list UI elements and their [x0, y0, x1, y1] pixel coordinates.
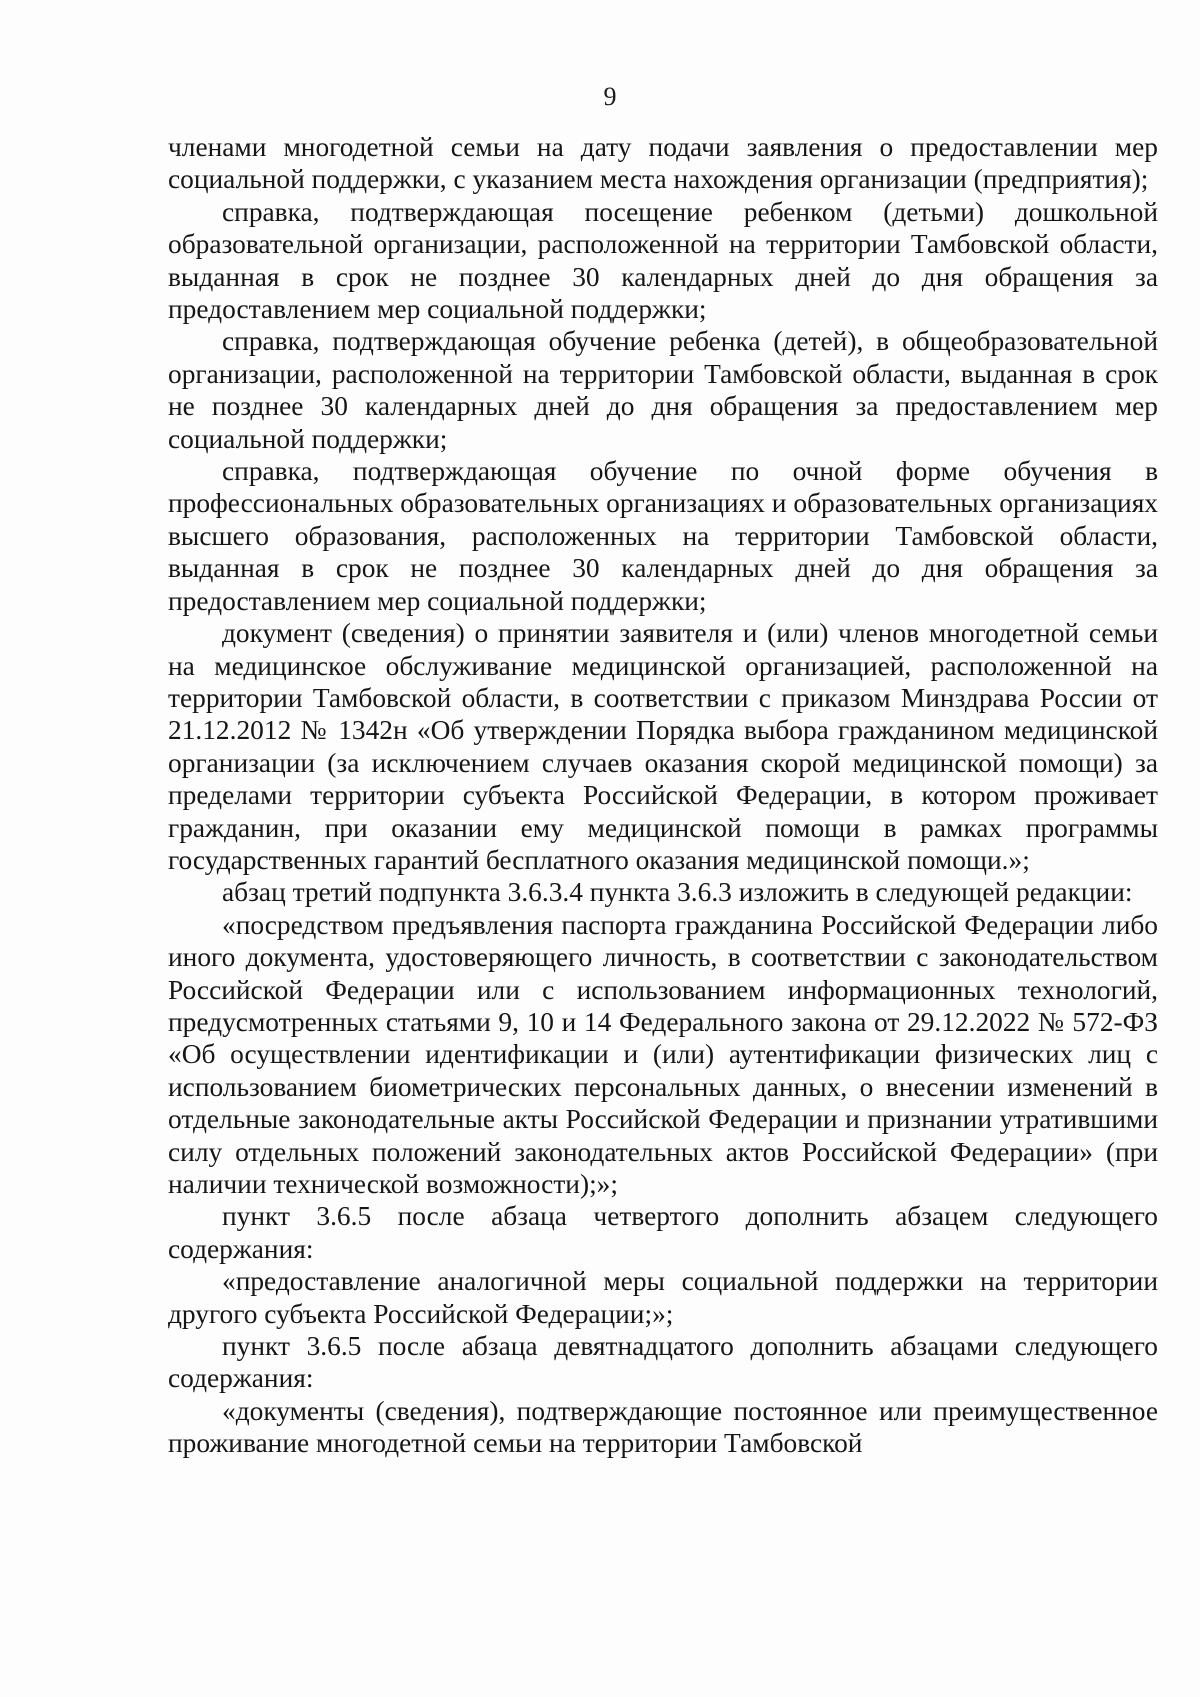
paragraph: «посредством предъявления паспорта гражданина Российской Федерации либо иного документа, удостоверяющего личность, в соответствии с законодательством Российской Федерации или с использованием информационных технологий, предусмотренных статьями 9, 10 и 14 Федерального закона от 29.12.2022 № 572-ФЗ «Об осуществлении идентификации и (или) аутентификации физических лиц с использованием биометрических персональных данных, о внесении изменений в отдельные законодательные акты Российской Федерации и признании утратившими силу отдельных положений законодательных актов Российской Федерации» (при наличии технической возможности);»;: [168, 909, 1158, 1199]
paragraph: пункт 3.6.5 после абзаца четвертого дополнить абзацем следующего содержания:: [168, 1201, 1158, 1264]
paragraph: пункт 3.6.5 после абзаца девятнадцатого дополнить абзацами следующего содержания:: [168, 1331, 1158, 1394]
paragraph: справка, подтверждающая посещение ребенком (детьми) дошкольной образовательной организации, расположенной на территории Тамбовской области, выданная в срок не позднее 30 календарных дней до дня обращения за предоставлением мер социальной поддержки;: [168, 196, 1158, 325]
paragraph: справка, подтверждающая обучение ребенка (детей), в общеобразовательной организации, расположенной на территории Тамбовской области, выданная в срок не позднее 30 календарных дней до дня обращения за предоставлением мер социальной поддержки;: [168, 326, 1158, 454]
paragraph: «предоставление аналогичной меры социальной поддержки на территории другого субъекта Российской Федерации;»;: [168, 1266, 1158, 1329]
paragraph: документ (сведения) о принятии заявителя и (или) членов многодетной семьи на медицинское обслуживание медицинской организацией, расположенной на территории Тамбовской области, в соответствии с приказом Минздрава России от 21.12.2012 № 1342н «Об утверждении Порядка выбора гражданином медицинской организации (за исключением случаев оказания скорой медицинской помощи) за пределами территории субъекта Российской Федерации, в котором проживает гражданин, при оказании ему медицинской помощи в рамках программы государственных гарантий бесплатного оказания медицинской помощи.»;: [168, 618, 1158, 875]
document-body: [168, 131, 1158, 1460]
page-number: 9: [603, 82, 617, 111]
paragraph: справка, подтверждающая обучение по очной форме обучения в профессиональных образовательных организациях и образовательных организациях высшего образования, расположенных на территории Тамбовской области, выданная в срок не позднее 30 календарных дней до дня обращения за предоставлением мер социальной поддержки;: [168, 456, 1158, 616]
paragraph: членами многодетной семьи на дату подачи заявления о предоставлении мер социальной поддержки, с указанием места нахождения организации (предприятия);: [168, 132, 1158, 195]
paragraph: абзац третий подпункта 3.6.3.4 пункта 3.6.3 изложить в следующей редакции:: [222, 877, 1133, 908]
paragraph: «документы (сведения), подтверждающие постоянное или преимущественное проживание многодетной семьи на территории Тамбовской: [168, 1395, 1158, 1459]
